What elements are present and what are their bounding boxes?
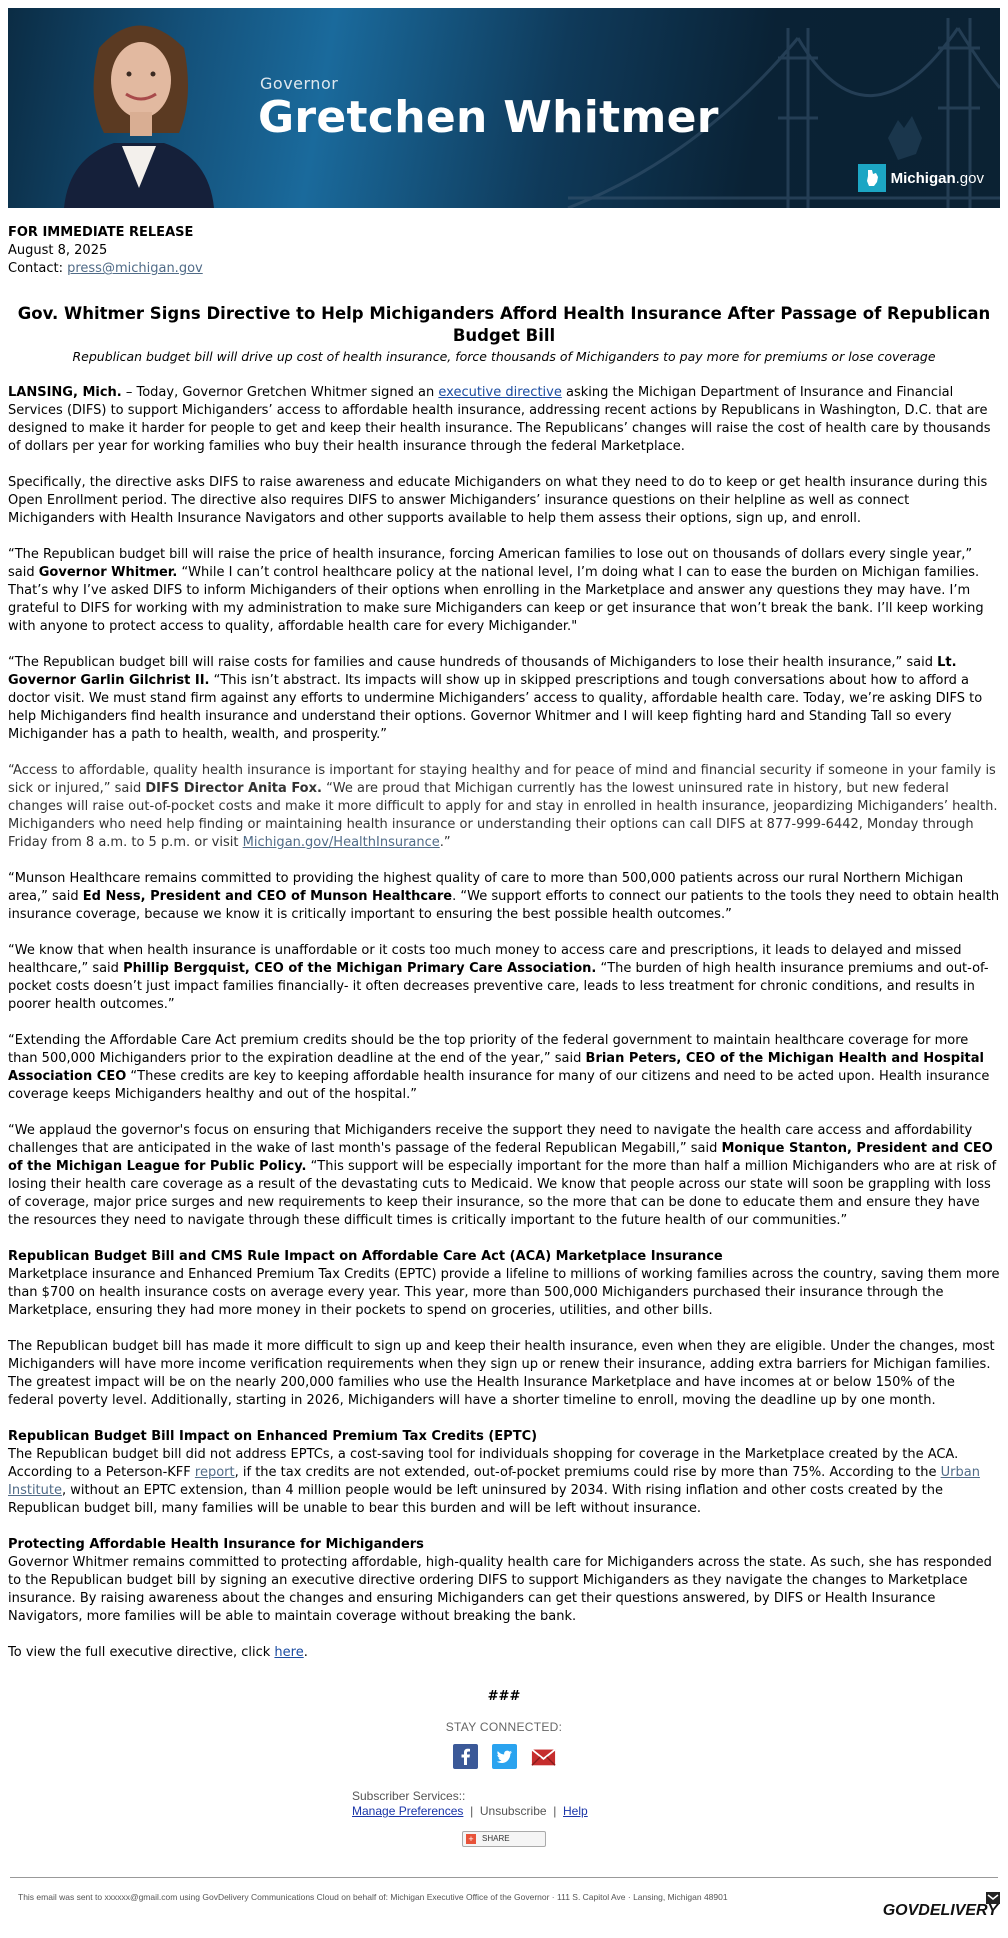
help-link[interactable]: Help: [563, 1804, 588, 1818]
facebook-icon[interactable]: [453, 1744, 478, 1769]
closing-text: To view the full executive directive, click: [8, 1645, 275, 1660]
quote-text: . “We support efforts to connect our patients to the tools they need to obtain health insurance coverage, because we know it is critically important to ensuring the best possible health outcomes.”: [8, 889, 1000, 922]
press-release-body: [0, 224, 1008, 1847]
separator: |: [463, 1804, 480, 1818]
quote-text: “These credits are key to keeping affordable health insurance for many of our citizens and need to be acted upon. Health insurance coverage keeps Michiganders healthy and out of the hospital.”: [8, 1069, 990, 1102]
end-mark: ###: [487, 1689, 521, 1704]
quote-mlpp: [8, 1122, 1000, 1230]
section-title: Republican Budget Bill Impact on Enhanced Premium Tax Credits (EPTC): [8, 1429, 538, 1444]
email-icon[interactable]: [531, 1744, 556, 1769]
quote-text: “Munson Healthcare remains committed to providing the highest quality of care to more than 500,000 patients across our rural Northern Michigan area,” said: [8, 871, 964, 904]
stay-connected-label: STAY CONNECTED:: [445, 1720, 563, 1734]
govdelivery-logo[interactable]: GOVDELIVERY: [882, 1902, 998, 1919]
quote-text: “Extending the Affordable Care Act premium credits should be the top priority of the federal government to maintain healthcare coverage for more than 500,000 Michiganders prior to the expiration deadline at the end of the year,” said: [8, 1033, 969, 1066]
quote-text: “While I can’t control healthcare policy at the national level, I’m doing what I can to ease the burden on Michigan families. That’s why I’ve asked DIFS to inform Michiganders of their options when enrolling in the Marketplace and answer any questions they may have. I’m grateful to DIFS for working with my administration to make sure Michiganders can keep or get insurance that won’t break the bank. I’ll keep working with anyone to protect access to quality, affordable health care for every Michigander.": [8, 565, 984, 634]
footer: [0, 1878, 1008, 1938]
share-button[interactable]: [462, 1831, 546, 1847]
footer-fine-print: This email was sent to xxxxxx@gmail.com using GovDelivery Communications Cloud on behalf of: Michigan Executive Office of the Governor · 111 S. Capitol Ave · Lansing, Michigan 48901: [18, 1892, 728, 1902]
quote-speaker: Phillip Bergquist, CEO of the Michigan Primary Care Association.: [123, 961, 597, 976]
social-links: [8, 1744, 1000, 1769]
quote-text: “We applaud the governor's focus on ensuring that Michiganders receive the support they need to navigate the health care access and affordability challenges that are anticipated in the wake of last month's passage of the federal Republican Megabill,” said: [8, 1123, 973, 1156]
paragraph-directive: Specifically, the directive asks DIFS to raise awareness and educate Michiganders on what they need to do to keep or get health insurance during this Open Enrollment period. The directive also requires DIFS to answer Michiganders’ insurance questions on their helpline as well as connect Michiganders with Health Insurance Navigators and other supports available to help them assess their options, sign up, and enroll.: [8, 475, 988, 526]
paragraph-text: – Today, Governor Gretchen Whitmer signed an: [121, 385, 439, 400]
section-eptc-impact: [8, 1428, 1000, 1518]
quote-speaker: Lt. Governor Garlin Gilchrist II.: [8, 655, 957, 688]
quote-text: “This isn’t abstract. Its impacts will show up in skipped prescriptions and tough conversations about how to afford a doctor visit. We must stand firm against any efforts to undermine Michiganders’ access to quality, affordable health care. Today, we’re asking DIFS to help Michiganders find health insurance and understand their options. Governor Whitmer and I will keep fighting hard and Standing Tall so every Michigander has a path to health, wealth, and prosperity.”: [8, 673, 983, 742]
kff-report-link[interactable]: report: [194, 1465, 235, 1480]
quote-mpca: [8, 942, 1000, 1014]
email-page: [0, 8, 1008, 1938]
section-body: , if the tax credits are not extended, out-of-pocket premiums could rise by more than 75%. According to the: [234, 1465, 941, 1480]
section-title: Protecting Affordable Health Insurance for Michiganders: [8, 1537, 424, 1552]
section-body: Marketplace insurance and Enhanced Premium Tax Credits (EPTC) provide a lifeline to millions of working families across the country, saving them more than $700 on health insurance costs on average every year. This year, more than 500,000 Michiganders purchased their insurance through the Marketplace, ensuring they had more money in their pockets to spend on groceries, utilities, and other bills.: [8, 1267, 1000, 1318]
health-insurance-link[interactable]: Michigan.gov/HealthInsurance: [242, 835, 440, 850]
quote-speaker: Brian Peters, CEO of the Michigan Health and Hospital Association CEO: [8, 1051, 984, 1084]
quote-difs-director: [8, 762, 1000, 852]
release-status: FOR IMMEDIATE RELEASE: [8, 225, 194, 240]
share-label: SHARE: [482, 1834, 510, 1843]
governor-banner: [8, 8, 1000, 208]
paragraph-verification: The Republican budget bill has made it more difficult to sign up and keep their health insurance, even when they are eligible. Under the changes, most Michiganders will have more income verification requirements when they sign up or renew their insurance, adding extra barriers for Michigan families. The greatest impact will be on the nearly 200,000 families who use the Health Insurance Marketplace and have incomes at or below 150% of the federal poverty level. Additionally, starting in 2026, Michiganders will have a shorter timeline to enroll, moving the deadline up by one month.: [8, 1339, 995, 1408]
quote-speaker: DIFS Director Anita Fox.: [145, 781, 322, 796]
quote-text: “This support will be especially important for the more than half a million Michiganders who are at risk of losing their health care coverage as a result of the devastating cuts to Medicaid. We know that people across our state will soon be grappling with loss of coverage, major price surges and new requirements to keep their insurance, so the more that can be done to educate them and ensure they have the resources they need to navigate through these difficult times is critically important to the future health of our communities.”: [8, 1159, 997, 1228]
quote-text: “We are proud that Michigan currently has the lowest uninsured rate in history, but new federal changes will raise out-of-pocket costs and make it more difficult to apply for and stay in enrolled in health insurance, jeopardizing Michiganders’ health. Michiganders who need help finding or maintaining health insurance or understanding their options can call DIFS at 877-999-6442, Monday through Friday from 8 a.m. to 5 p.m. or visit: [8, 781, 998, 850]
urban-institute-link[interactable]: Urban Institute: [8, 1465, 980, 1498]
quote-lt-governor: [8, 654, 1000, 744]
manage-preferences-link[interactable]: Manage Preferences: [352, 1804, 464, 1818]
release-date: August 8, 2025: [8, 243, 108, 258]
section-title: Republican Budget Bill and CMS Rule Impact on Affordable Care Act (ACA) Marketplace Insurance: [8, 1249, 723, 1264]
quote-munson: [8, 870, 1000, 924]
quote-text: “We know that when health insurance is unaffordable or it costs too much money to access care and prescriptions, it leads to delayed and missed healthcare,” said: [8, 943, 962, 976]
quote-speaker: Monique Stanton, President and CEO of the Michigan League for Public Policy.: [8, 1141, 993, 1174]
subscriber-label: Subscriber Services::: [352, 1789, 466, 1803]
unsubscribe-link[interactable]: Unsubscribe: [479, 1804, 547, 1818]
closing-line: [8, 1644, 1000, 1662]
quote-speaker: Ed Ness, President and CEO of Munson Healthcare: [82, 889, 453, 904]
section-body: Governor Whitmer remains committed to protecting affordable, high-quality health care for Michiganders across the state. As such, she has responded to the Republican budget bill by signing an executive directive ordering DIFS to support Michiganders as they navigate the changes to Marketplace insurance. By raising awareness about the changes and ensuring Michiganders can get their questions answered, by DIFS or Health Insurance Navigators, more families will be able to maintain coverage without breaking the bank.: [8, 1555, 992, 1624]
twitter-icon[interactable]: [492, 1744, 517, 1769]
section-protecting: [8, 1536, 1000, 1626]
paragraph-intro: [8, 384, 1000, 456]
quote-mha: [8, 1032, 1000, 1104]
governor-label: Governor: [260, 74, 339, 93]
release-meta: [8, 224, 1000, 278]
release-contact: [8, 260, 1000, 278]
quote-text: “The Republican budget bill will raise the price of health insurance, forcing American families to lose out on thousands of dollars every single year,” said: [8, 547, 973, 580]
full-directive-link[interactable]: here: [274, 1645, 304, 1660]
michigan-brand: Michigan: [890, 169, 956, 187]
quote-text: “The burden of high health insurance premiums and out-of-pocket costs doesn’t just impact families financially- it often decreases preventive care, leads to less treatment for chronic conditions, and results in poorer health outcomes.”: [8, 961, 989, 1012]
dateline: LANSING, Mich.: [8, 385, 122, 400]
closing-text: .: [303, 1645, 308, 1660]
separator: |: [546, 1804, 564, 1818]
michigan-brand-suffix: .gov: [955, 169, 984, 187]
contact-email-link[interactable]: press@michigan.gov: [67, 261, 203, 276]
subheadline: Republican budget bill will drive up cost of health insurance, force thousands of Michiganders to pay more for premiums or lose coverage: [72, 349, 936, 364]
michigan-gov-logo[interactable]: [858, 164, 984, 192]
headline: Gov. Whitmer Signs Directive to Help Michiganders Afford Health Insurance After Passage of Republican Budget Bill: [17, 304, 991, 345]
quote-text: .”: [439, 835, 451, 850]
quote-speaker: Governor Whitmer.: [38, 565, 178, 580]
section-body: , without an EPTC extension, than 4 million people would be left uninsured by 2034. With rising inflation and other costs created by the Republican budget bill, many families will be unable to bear this burden and will be left without insurance.: [8, 1483, 943, 1516]
quote-text: “Access to affordable, quality health insurance is important for staying healthy and for peace of mind and financial security if someone in your family is sick or injured,” said: [8, 763, 996, 796]
contact-label: Contact:: [8, 261, 68, 276]
executive-directive-link[interactable]: executive directive: [438, 385, 562, 400]
subscriber-services: [352, 1789, 1000, 1819]
quote-text: “The Republican budget bill will raise costs for families and cause hundreds of thousands of Michiganders to lose their health insurance,” said: [8, 655, 938, 670]
michigan-state-icon: [858, 164, 886, 192]
section-body: The Republican budget bill did not address EPTCs, a cost-saving tool for individuals shopping for coverage in the Marketplace created by the ACA. According to a Peterson-KFF: [8, 1447, 959, 1480]
governor-name: Gretchen Whitmer: [258, 92, 719, 143]
quote-governor: [8, 546, 1000, 636]
section-aca-impact: [8, 1248, 1000, 1320]
share-plus-icon: +: [466, 1834, 476, 1844]
paragraph-text: asking the Michigan Department of Insurance and Financial Services (DIFS) to support Michiganders’ access to affordable health insurance, addressing recent actions by Republicans in Washington, D.C. that are designed to make it harder for people to get and keep their health insurance. The Republicans’ changes will raise the cost of health care by thousands of dollars per year for working families who buy their health insurance through the federal Marketplace.: [8, 385, 991, 454]
governor-portrait: [44, 8, 234, 208]
